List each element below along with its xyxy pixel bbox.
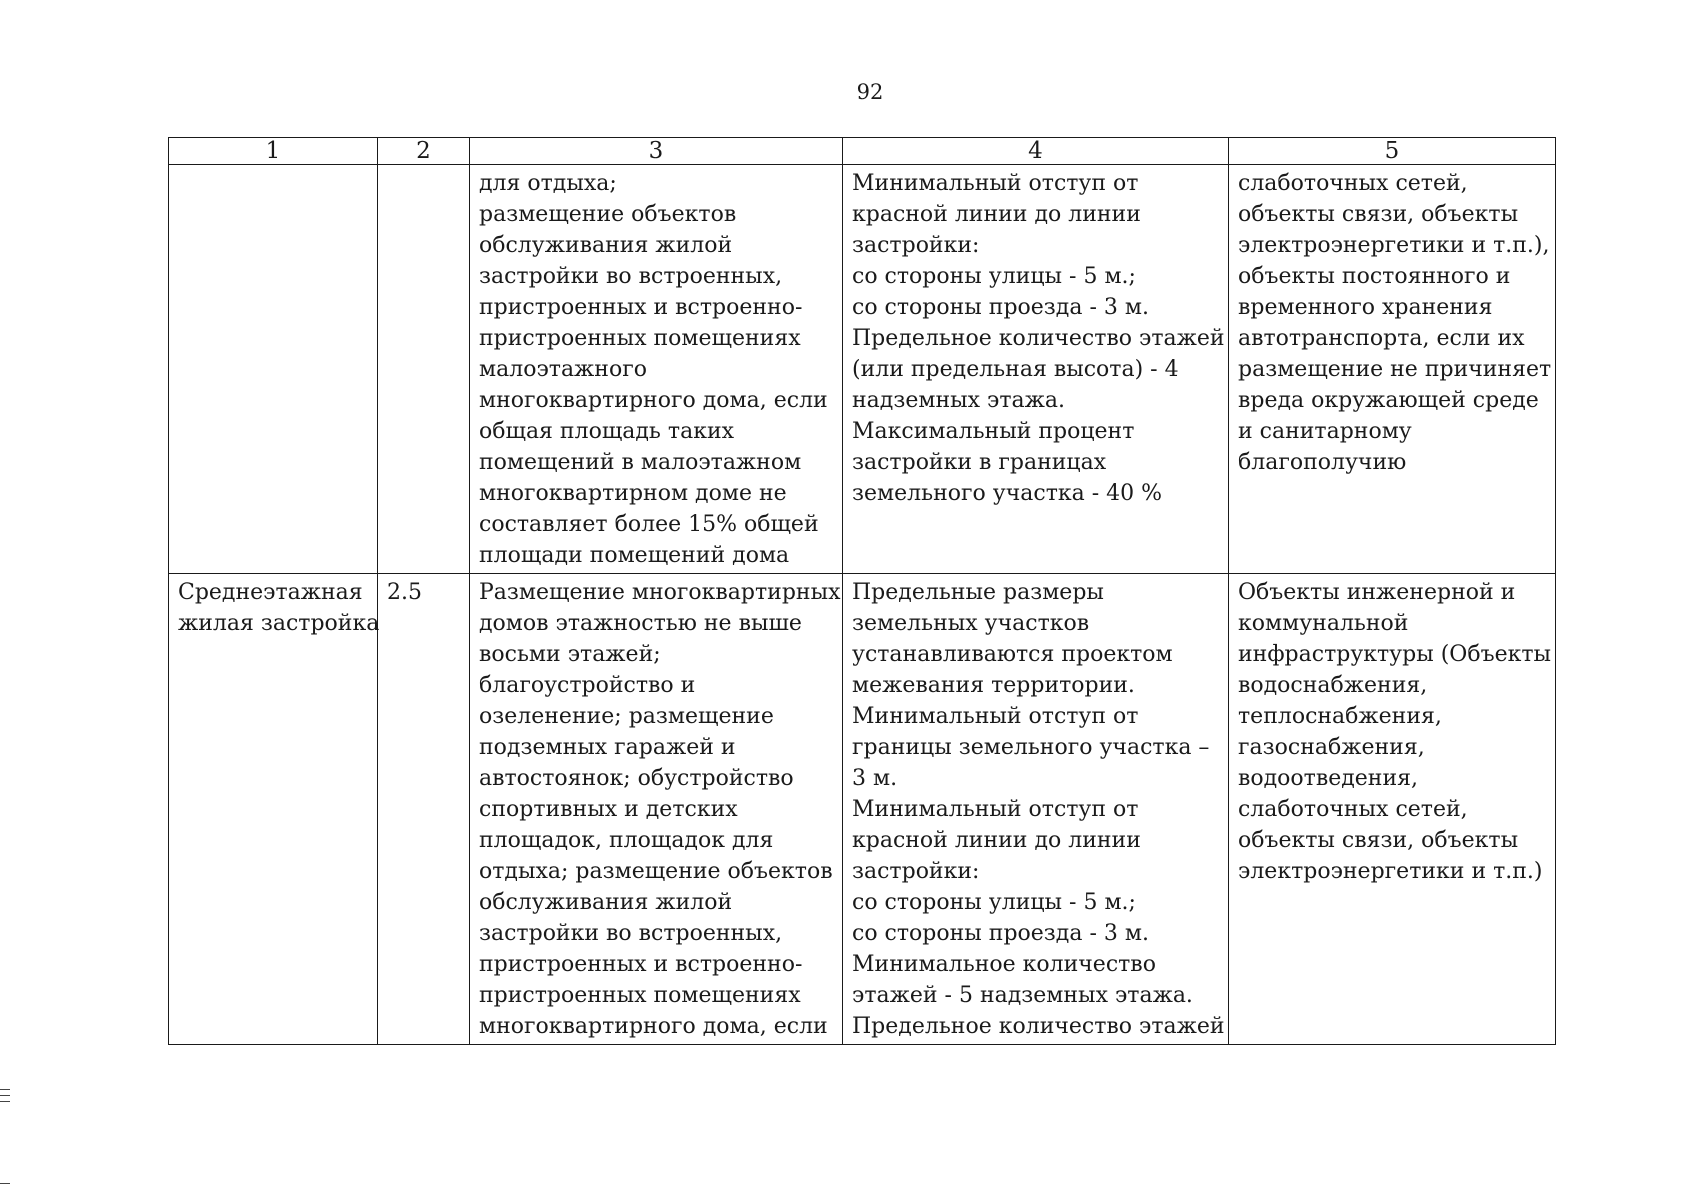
- cell-text-line: водоснабжения,: [1238, 673, 1428, 698]
- cell-text-line: газоснабжения,: [1238, 735, 1425, 760]
- page-number: 92: [856, 80, 884, 104]
- column-header-5: 5: [1229, 138, 1556, 165]
- cell-text-line: электроэнергетики и т.п.): [1238, 859, 1543, 884]
- cell-text-line: земельных участков: [852, 611, 1090, 636]
- cell-text-line: Минимальный отступ от: [852, 797, 1139, 822]
- cell-text-line: благоустройство и: [479, 673, 696, 698]
- table-row: [169, 574, 1556, 1045]
- cell-text-line: слаботочных сетей,: [1238, 171, 1468, 196]
- cell-text-line: 2.5: [387, 580, 422, 605]
- cell-text-line: жилая застройка: [178, 611, 380, 636]
- cell-text-line: красной линии до линии: [852, 828, 1141, 853]
- cell-auxiliary-use: [1229, 165, 1556, 574]
- cell-text-line: для отдыха;: [479, 171, 617, 196]
- table-header-row: [169, 138, 1556, 165]
- cell-text-line: объекты постоянного и: [1238, 264, 1511, 289]
- column-header-4: 4: [843, 138, 1229, 165]
- cell-text-line: многоквартирном доме не: [479, 481, 787, 506]
- cell-text-line: автостоянок; обустройство: [479, 766, 794, 791]
- cell-text-line: надземных этажа.: [852, 388, 1065, 413]
- cell-text-line: пристроенных помещениях: [479, 983, 801, 1008]
- cell-text-line: застройки во встроенных,: [479, 264, 783, 289]
- cell-text-line: красной линии до линии: [852, 202, 1141, 227]
- cell-text-line: вреда окружающей среде: [1238, 388, 1539, 413]
- table-row: [169, 165, 1556, 574]
- cell-land-use-code: [378, 574, 470, 1045]
- cell-text-line: со стороны проезда - 3 м.: [852, 921, 1149, 946]
- cell-text-line: границы земельного участка –: [852, 735, 1210, 760]
- cell-text-line: подземных гаражей и: [479, 735, 736, 760]
- column-header-3: 3: [470, 138, 843, 165]
- cell-text-line: пристроенных и встроенно-: [479, 952, 803, 977]
- column-header-2: 2: [378, 138, 470, 165]
- cell-text-line: коммунальной: [1238, 611, 1409, 636]
- column-header-1: 1: [169, 138, 378, 165]
- cell-text-line: автотранспорта, если их: [1238, 326, 1525, 351]
- cell-parameters: [843, 574, 1229, 1045]
- cell-text-line: домов этажностью не выше: [479, 611, 802, 636]
- cell-text-line: спортивных и детских: [479, 797, 738, 822]
- cell-parameters: [843, 165, 1229, 574]
- cell-text-line: обслуживания жилой: [479, 890, 733, 915]
- cell-text-line: помещений в малоэтажном: [479, 450, 802, 475]
- binding-margin-mark: [0, 1183, 10, 1184]
- cell-text-line: 3 м.: [852, 766, 898, 791]
- cell-permitted-use-description: [470, 165, 843, 574]
- cell-text-line: размещение объектов: [479, 202, 737, 227]
- cell-text-line: малоэтажного: [479, 357, 647, 382]
- cell-text-line: электроэнергетики и т.п.),: [1238, 233, 1550, 258]
- cell-text-line: устанавливаются проектом: [852, 642, 1173, 667]
- cell-land-use-name: [169, 574, 378, 1045]
- cell-text-line: земельного участка - 40 %: [852, 481, 1163, 506]
- cell-text-line: временного хранения: [1238, 295, 1493, 320]
- cell-auxiliary-use: [1229, 574, 1556, 1045]
- cell-text-line: этажей - 5 надземных этажа.: [852, 983, 1193, 1008]
- cell-text-line: Минимальное количество: [852, 952, 1156, 977]
- cell-text-line: застройки в границах: [852, 450, 1107, 475]
- binding-margin-mark: [0, 1089, 10, 1090]
- cell-text-line: многоквартирного дома, если: [479, 388, 828, 413]
- cell-land-use-name: [169, 165, 378, 574]
- cell-text-line: Максимальный процент: [852, 419, 1135, 444]
- cell-text-line: благополучию: [1238, 450, 1407, 475]
- cell-text-line: пристроенных и встроенно-: [479, 295, 803, 320]
- cell-text-line: Предельное количество этажей: [852, 326, 1225, 351]
- cell-text-line: общая площадь таких: [479, 419, 735, 444]
- cell-text-line: пристроенных помещениях: [479, 326, 801, 351]
- cell-text-line: (или предельная высота) - 4: [852, 357, 1179, 382]
- cell-text-line: восьми этажей;: [479, 642, 661, 667]
- cell-text-line: Среднеэтажная: [178, 580, 363, 605]
- cell-text-line: площадок, площадок для: [479, 828, 774, 853]
- cell-text-line: теплоснабжения,: [1238, 704, 1442, 729]
- cell-text-line: со стороны улицы - 5 м.;: [852, 890, 1136, 915]
- cell-text-line: Минимальный отступ от: [852, 171, 1139, 196]
- cell-text-line: объекты связи, объекты: [1238, 828, 1519, 853]
- cell-permitted-use-description: [470, 574, 843, 1045]
- cell-text-line: составляет более 15% общей: [479, 512, 819, 537]
- cell-text-line: застройки:: [852, 859, 980, 884]
- cell-text-line: озеленение; размещение: [479, 704, 774, 729]
- cell-text-line: объекты связи, объекты: [1238, 202, 1519, 227]
- cell-text-line: со стороны проезда - 3 м.: [852, 295, 1149, 320]
- cell-text-line: со стороны улицы - 5 м.;: [852, 264, 1136, 289]
- cell-text-line: размещение не причиняет: [1238, 357, 1552, 382]
- cell-text-line: инфраструктуры (Объекты: [1238, 642, 1552, 667]
- cell-text-line: застройки:: [852, 233, 980, 258]
- cell-text-line: отдыха; размещение объектов: [479, 859, 833, 884]
- cell-text-line: и санитарному: [1238, 419, 1412, 444]
- cell-text-line: межевания территории.: [852, 673, 1135, 698]
- cell-text-line: Предельное количество этажей: [852, 1014, 1225, 1039]
- cell-text-line: площади помещений дома: [479, 543, 790, 568]
- cell-text-line: водоотведения,: [1238, 766, 1419, 791]
- zoning-table: [168, 137, 1556, 1045]
- cell-text-line: слаботочных сетей,: [1238, 797, 1468, 822]
- cell-text-line: многоквартирного дома, если: [479, 1014, 828, 1039]
- cell-land-use-code: [378, 165, 470, 574]
- cell-text-line: Объекты инженерной и: [1238, 580, 1516, 605]
- binding-margin-mark: [0, 1095, 10, 1096]
- cell-text-line: Размещение многоквартирных: [479, 580, 841, 605]
- cell-text-line: Предельные размеры: [852, 580, 1104, 605]
- cell-text-line: обслуживания жилой: [479, 233, 733, 258]
- binding-margin-mark: [0, 1101, 10, 1102]
- cell-text-line: Минимальный отступ от: [852, 704, 1139, 729]
- cell-text-line: застройки во встроенных,: [479, 921, 783, 946]
